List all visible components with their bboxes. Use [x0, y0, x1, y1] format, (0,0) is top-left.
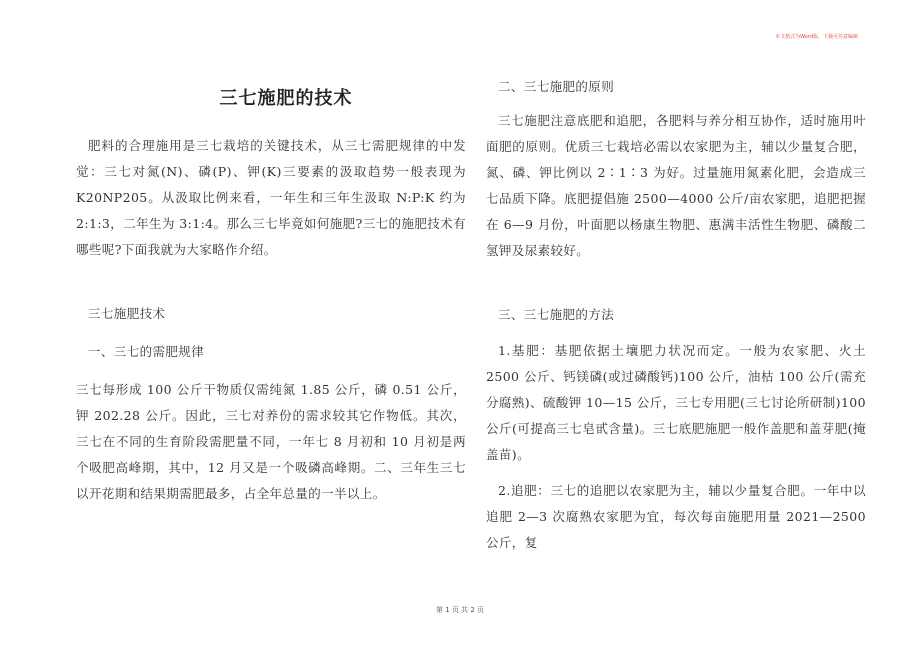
- intro-paragraph: 肥料的合理施用是三七栽培的关键技术，从三七需肥规律的中发觉：三七对氮(N)、磷(P)、钾(K)三要素的汲取趋势一般表现为 K20NP205。从汲取比例来看，一年生和三年生汲取 N:P:K 约为 2:1:3，二年生为 3:1:4。那么三七毕竟如何施肥?三七的施肥技术有哪些呢?下面我就为大家略作介绍。: [76, 138, 466, 257]
- left-column: [76, 84, 466, 507]
- heading-fertilizer-principles: 二、三七施肥的原则: [498, 79, 615, 94]
- document-title: 三七施肥的技术: [219, 88, 353, 109]
- watermark-text: 本文格式为Word版，下载可任意编辑: [775, 34, 858, 40]
- top-dressing-paragraph: 2.追肥：三七的追肥以农家肥为主，辅以少量复合肥。一年中以追肥 2—3 次腐熟农家肥为宜，每次每亩施肥用量 2021—2500 公斤，复: [486, 483, 866, 550]
- fertilizer-pattern-paragraph: 三七每形成 100 公斤干物质仅需纯氮 1.85 公斤，磷 0.51 公斤，钾 202.28 公斤。因此，三七对养份的需求较其它作物低。其次，三七在不同的生育阶段需肥量不同，一年七 8 月初和 10 月初是两个吸肥高峰期，其中，12 月又是一个吸磷高峰期。二、三年生三七以开花期和结果期需肥最多，占全年总量的一半以上。: [76, 382, 466, 501]
- right-column: [486, 74, 866, 556]
- base-fertilizer-paragraph: 1.基肥：基肥依据土壤肥力状况而定。一般为农家肥、火土 2500 公斤、钙镁磷(或过磷酸钙)100 公斤，油枯 100 公斤(需充分腐熟)、硫酸钾 10—15 公斤，三七专用肥(三七讨论所研制)100 公斤(可提高三七皂甙含量)。三七底肥施肥一般作盖肥和盖芽肥(掩盖苗)。: [486, 343, 866, 462]
- fertilizer-principles-paragraph: 三七施肥注意底肥和追肥，各肥料与养分相互协作，适时施用叶面肥的原则。优质三七栽培必需以农家肥为主，辅以少量复合肥，氮、磷、钾比例以 2∶1∶3 为好。过量施用氮素化肥，会造成三七品质下降。底肥提倡施 2500—4000 公斤/亩农家肥，追肥把握在 6—9 月份，叶面肥以杨康生物肥、惠满丰活性生物肥、磷酸二氢钾及尿素较好。: [486, 113, 866, 258]
- section-title: 三七施肥技术: [88, 306, 166, 321]
- page-footer: 第 1 页 共 2 页: [435, 606, 485, 614]
- heading-fertilizer-methods: 三、三七施肥的方法: [498, 307, 615, 322]
- heading-fertilizer-pattern: 一、三七的需肥规律: [88, 344, 205, 359]
